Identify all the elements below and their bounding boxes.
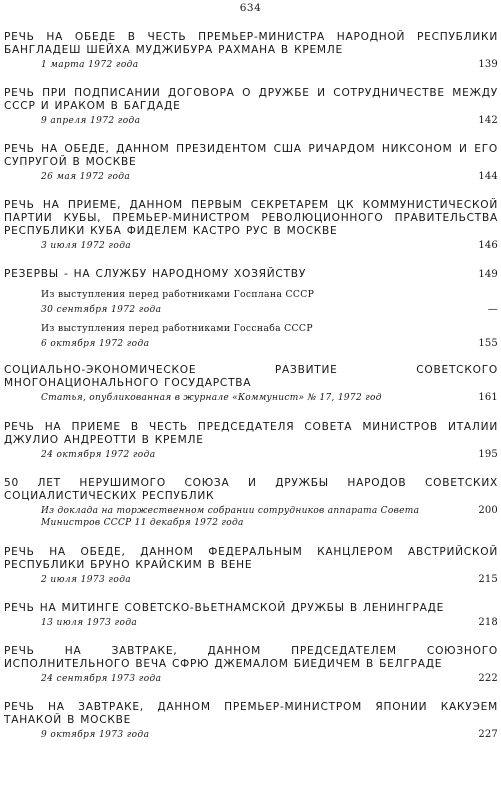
entry-title: РЕЧЬ НА ЗАВТРАКЕ, ДАННОМ ПРЕМЬЕР-МИНИСТРОМ ЯПОНИИ КАКУЭЕМ ТАНАКОЙ В МОСКВЕ <box>4 701 498 726</box>
toc-entry <box>4 701 498 740</box>
entry-meta <box>4 574 498 585</box>
entry-meta <box>4 673 498 684</box>
entry-description-row <box>41 505 498 529</box>
entry-title: РЕЧЬ ПРИ ПОДПИСАНИИ ДОГОВОРА О ДРУЖБЕ И СОТРУДНИЧЕСТВЕ МЕЖДУ СССР И ИРАКОМ В БАГДАДЕ <box>4 87 498 112</box>
toc-entry <box>4 143 498 182</box>
toc-entry <box>4 31 498 70</box>
toc-entry <box>4 546 498 585</box>
entry-title-row <box>4 268 498 281</box>
entry-date: 9 апреля 1972 года <box>41 116 141 126</box>
entry-page-number: 195 <box>478 449 498 460</box>
subentry-page-number: — <box>487 304 498 315</box>
entry-page-number: 161 <box>478 392 498 403</box>
entry-description-row <box>41 392 498 404</box>
toc-entry <box>4 199 498 251</box>
table-of-contents <box>4 31 498 757</box>
entry-meta <box>4 449 498 460</box>
toc-entry <box>4 421 498 460</box>
entry-description-wrap <box>4 392 498 404</box>
entry-meta <box>4 171 498 182</box>
entry-title: РЕЧЬ НА ЗАВТРАКЕ, ДАННОМ ПРЕДСЕДАТЕЛЕМ СОЮЗНОГО ИСПОЛНИТЕЛЬНОГО ВЕЧА СФРЮ ДЖЕМАЛОМ БИЕДИЧЕМ В БЕЛГРАДЕ <box>4 645 498 670</box>
entry-meta <box>4 115 498 126</box>
entry-page-number: 227 <box>478 729 498 740</box>
subentry-meta <box>4 304 498 315</box>
entry-meta <box>4 240 498 251</box>
entry-title: РЕЧЬ НА ОБЕДЕ В ЧЕСТЬ ПРЕМЬЕР-МИНИСТРА НАРОДНОЙ РЕСПУБЛИКИ БАНГЛАДЕШ ШЕЙХА МУДЖИБУРА РАХМАНА В КРЕМЛЕ <box>4 31 498 56</box>
entry-page-number: 215 <box>478 574 498 585</box>
entry-meta <box>4 59 498 70</box>
entry-description: Статья, опубликованная в журнале «Коммунист» № 17, 1972 год <box>41 393 382 403</box>
entry-meta <box>4 617 498 628</box>
toc-entry <box>4 268 498 349</box>
entry-page-number: 149 <box>478 269 498 280</box>
entry-page-number: 142 <box>478 115 498 126</box>
toc-entry <box>4 87 498 126</box>
entry-date: 24 октября 1972 года <box>41 450 156 460</box>
toc-entry <box>4 364 498 404</box>
entry-date: 3 июля 1972 года <box>41 241 132 251</box>
subentry-meta <box>4 338 498 349</box>
subentry-page-number: 155 <box>478 338 498 349</box>
toc-entry <box>4 602 498 628</box>
entry-title: РЕЧЬ НА ОБЕДЕ, ДАННОМ ФЕДЕРАЛЬНЫМ КАНЦЛЕРОМ АВСТРИЙСКОЙ РЕСПУБЛИКИ БРУНО КРАЙСКИМ В ВЕНЕ <box>4 546 498 571</box>
entry-description: Из доклада на торжественном собрании сотрудников аппарата Совета Министров СССР 11 декабря 1972 года <box>41 506 420 528</box>
subentry-date: 6 октября 1972 года <box>41 339 150 349</box>
entry-date: 1 марта 1972 года <box>41 60 139 70</box>
entry-date: 26 мая 1972 года <box>41 172 131 182</box>
entry-title: РЕЧЬ НА ОБЕДЕ, ДАННОМ ПРЕЗИДЕНТОМ США РИЧАРДОМ НИКСОНОМ И ЕГО СУПРУГОЙ В МОСКВЕ <box>4 143 498 168</box>
entry-page-number: 146 <box>478 240 498 251</box>
entry-title: РЕЧЬ НА ПРИЕМЕ, ДАННОМ ПЕРВЫМ СЕКРЕТАРЕМ ЦК КОММУНИСТИЧЕСКОЙ ПАРТИИ КУБЫ, ПРЕМЬЕР-МИНИСТРОМ РЕВОЛЮЦИОННОГО ПРАВИТЕЛЬСТВА РЕСПУБЛИКИ КУБА ФИДЕЛЕМ КАСТРО РУС В МОСКВЕ <box>4 199 498 237</box>
entry-date: 13 июля 1973 года <box>41 618 138 628</box>
entry-subentries <box>4 289 498 349</box>
entry-page-number: 222 <box>478 673 498 684</box>
entry-description-wrap <box>4 505 498 529</box>
entry-title: 50 ЛЕТ НЕРУШИМОГО СОЮЗА И ДРУЖБЫ НАРОДОВ СОВЕТСКИХ СОЦИАЛИСТИЧЕСКИХ РЕСПУБЛИК <box>4 477 498 502</box>
entry-title: РЕЗЕРВЫ - НА СЛУЖБУ НАРОДНОМУ ХОЗЯЙСТВУ <box>4 268 307 280</box>
subentry-date: 30 сентября 1972 года <box>41 305 162 315</box>
entry-date: 24 сентября 1973 года <box>41 674 162 684</box>
subentry-title: Из выступления перед работниками Госснаба СССР <box>41 323 313 334</box>
entry-page-number: 200 <box>478 505 498 516</box>
page-number: 634 <box>239 2 262 14</box>
entry-page-number: 139 <box>478 59 498 70</box>
toc-entry <box>4 645 498 684</box>
toc-entry <box>4 477 498 529</box>
entry-title: РЕЧЬ НА ПРИЕМЕ В ЧЕСТЬ ПРЕДСЕДАТЕЛЯ СОВЕТА МИНИСТРОВ ИТАЛИИ ДЖУЛИО АНДРЕОТТИ В КРЕМЛЕ <box>4 421 498 446</box>
entry-date: 9 октября 1973 года <box>41 730 150 740</box>
subentry-title: Из выступления перед работниками Госплана СССР <box>41 289 315 300</box>
entry-title: СОЦИАЛЬНО-ЭКОНОМИЧЕСКОЕ РАЗВИТИЕ СОВЕТСКОГО МНОГОНАЦИОНАЛЬНОГО ГОСУДАРСТВА <box>4 364 498 389</box>
entry-title: РЕЧЬ НА МИТИНГЕ СОВЕТСКО-ВЬЕТНАМСКОЙ ДРУЖБЫ В ЛЕНИНГРАДЕ <box>4 602 445 614</box>
entry-date: 2 июля 1973 года <box>41 575 132 585</box>
entry-page-number: 144 <box>478 171 498 182</box>
entry-meta <box>4 729 498 740</box>
entry-page-number: 218 <box>478 617 498 628</box>
